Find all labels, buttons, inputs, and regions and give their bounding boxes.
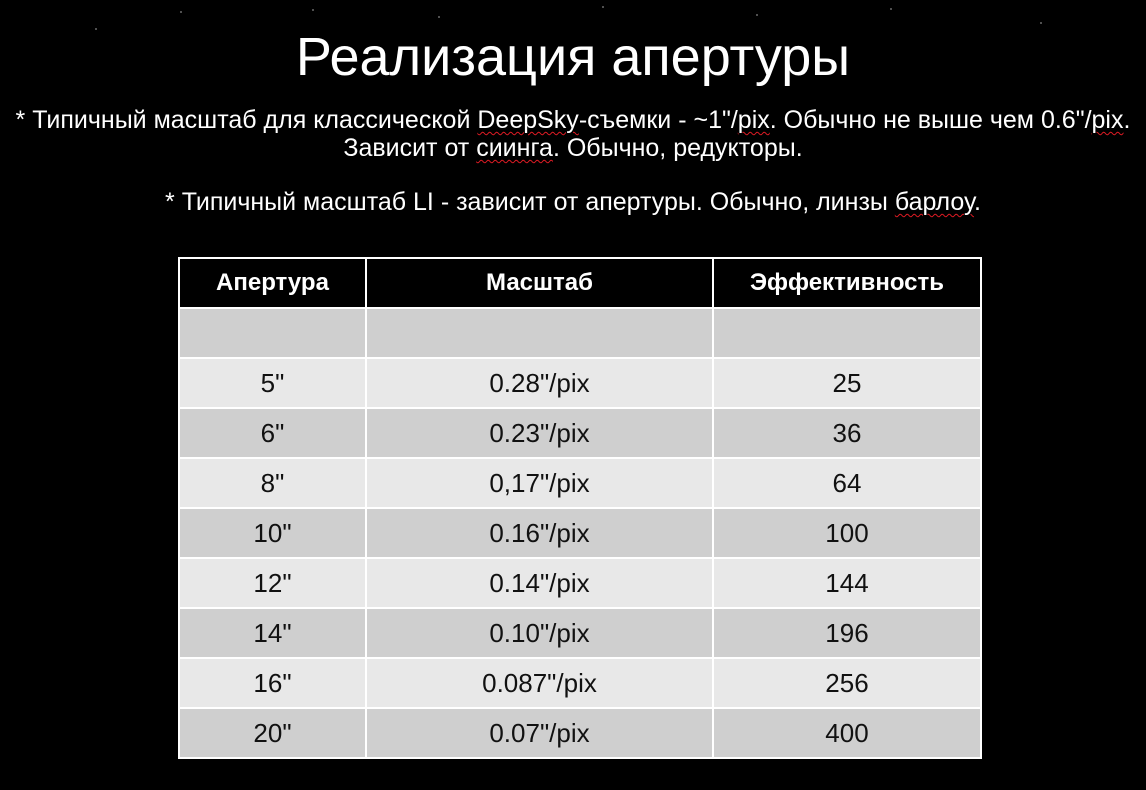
note-deepsky [10, 106, 1136, 162]
spellcheck-word: сиинга [476, 134, 553, 162]
table-row [179, 458, 981, 508]
cell-scale: 0.10"/pix [366, 608, 713, 658]
table-row [179, 308, 981, 358]
spellcheck-word: pix [737, 106, 770, 134]
cell-efficiency [713, 308, 981, 358]
table-row [179, 508, 981, 558]
cell-scale: 0.087"/pix [366, 658, 713, 708]
star-dot [312, 9, 314, 11]
table-row [179, 358, 981, 408]
cell-scale: 0.14"/pix [366, 558, 713, 608]
notes-block [10, 106, 1136, 216]
spellcheck-word: pix [1091, 106, 1124, 134]
cell-aperture: 20" [179, 708, 366, 758]
cell-aperture: 8" [179, 458, 366, 508]
cell-scale: 0.23"/pix [366, 408, 713, 458]
table-row [179, 708, 981, 758]
cell-scale: 0,17"/pix [366, 458, 713, 508]
table-row [179, 558, 981, 608]
cell-aperture: 5" [179, 358, 366, 408]
spellcheck-word: барлоу [894, 188, 975, 216]
cell-efficiency: 144 [713, 558, 981, 608]
note-text: . [974, 188, 981, 216]
spellcheck-word: DeepSky [477, 106, 579, 134]
cell-aperture: 16" [179, 658, 366, 708]
header-scale: Масштаб [366, 258, 713, 308]
cell-aperture: 14" [179, 608, 366, 658]
header-aperture: Апертура [179, 258, 366, 308]
cell-scale [366, 308, 713, 358]
star-dot [602, 6, 604, 8]
cell-aperture [179, 308, 366, 358]
star-dot [438, 16, 440, 18]
cell-aperture: 10" [179, 508, 366, 558]
table-header-row [179, 258, 981, 308]
cell-scale: 0.07"/pix [366, 708, 713, 758]
table-row [179, 608, 981, 658]
note-text: . Зависит от [343, 106, 1131, 162]
cell-aperture: 6" [179, 408, 366, 458]
cell-scale: 0.28"/pix [366, 358, 713, 408]
note-text: * Типичный масштаб для классической [15, 106, 478, 134]
star-dot [180, 11, 182, 13]
header-efficiency: Эффективность [713, 258, 981, 308]
note-text: * Типичный масштаб LI - зависит от апертуры. Обычно, линзы [165, 188, 895, 216]
cell-efficiency: 100 [713, 508, 981, 558]
aperture-scale-table [178, 257, 982, 759]
cell-efficiency: 36 [713, 408, 981, 458]
cell-efficiency: 256 [713, 658, 981, 708]
table-row [179, 658, 981, 708]
note-li [10, 188, 1136, 216]
cell-efficiency: 64 [713, 458, 981, 508]
cell-scale: 0.16"/pix [366, 508, 713, 558]
cell-efficiency: 25 [713, 358, 981, 408]
slide-title: Реализация апертуры [295, 27, 851, 87]
cell-efficiency: 400 [713, 708, 981, 758]
note-text: . Обычно не выше чем 0.6"/ [769, 106, 1092, 134]
note-text: -съемки - ~1"/ [578, 106, 738, 134]
star-dot [890, 8, 892, 10]
cell-efficiency: 196 [713, 608, 981, 658]
table-row [179, 408, 981, 458]
note-text: . Обычно, редукторы. [552, 134, 803, 162]
star-dot [756, 14, 758, 16]
cell-aperture: 12" [179, 558, 366, 608]
